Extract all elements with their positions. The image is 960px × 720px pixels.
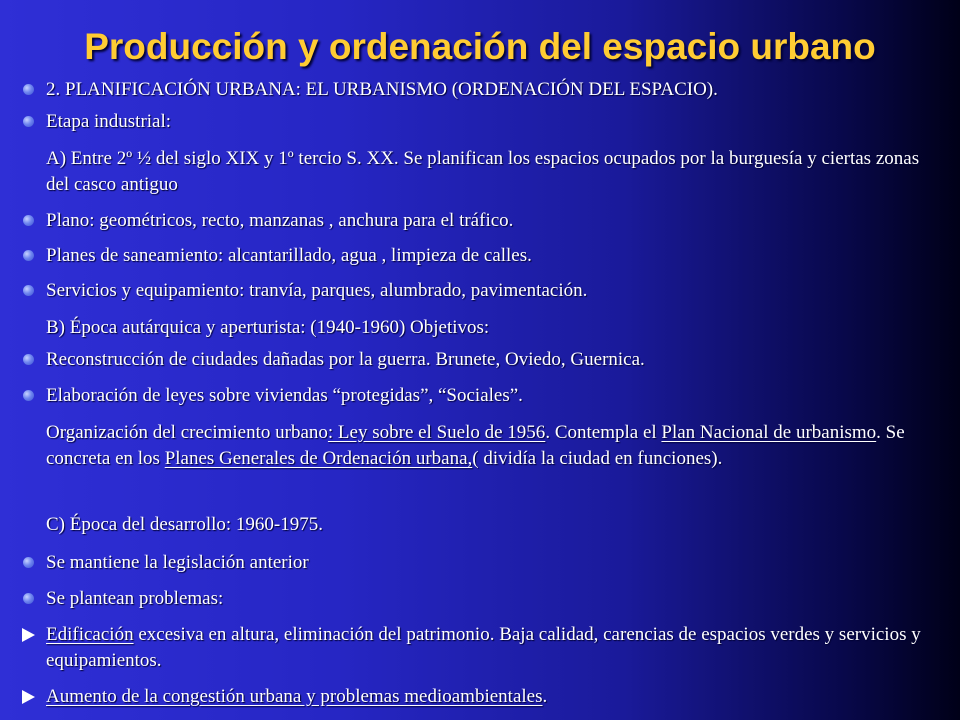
text-congestion-end: . (542, 686, 548, 707)
bullet-icon (23, 116, 34, 127)
item-planificacion: 2. PLANIFICACIÓN URBANA: EL URBANISMO (ORDENACIÓN DEL ESPACIO). (46, 79, 718, 100)
item-legislacion: Se mantiene la legislación anterior (46, 552, 309, 573)
item-congestion (46, 684, 926, 710)
bullet-icon (23, 285, 34, 296)
item-organizacion (46, 420, 926, 472)
item-leyes: Elaboración de leyes sobre viviendas “protegidas”, “Sociales”. (46, 385, 523, 406)
bullet-icon (23, 390, 34, 401)
bullet-icon (23, 593, 34, 604)
item-etapa-a: A) Entre 2º ½ del siglo XIX y 1º tercio S. XX. Se planifican los espacios ocupados por la burguesía y ciertas zonas del casco antiguo (46, 148, 920, 195)
item-saneamiento: Planes de saneamiento: alcantarillado, agua , limpieza de calles. (46, 245, 532, 266)
item-reconstruccion: Reconstrucción de ciudades dañadas por la guerra. Brunete, Oviedo, Guernica. (46, 349, 645, 370)
text-contempla: . Contempla el (545, 422, 662, 443)
bullet-icon (23, 557, 34, 568)
text-ley-suelo: : Ley sobre el Suelo de 1956 (327, 422, 546, 443)
slide-title: Producción y ordenación del espacio urbano (84, 26, 876, 67)
bullet-icon (23, 215, 34, 226)
text-congestion: Aumento de la congestión urbana y problemas medioambientales (46, 686, 543, 707)
item-servicios: Servicios y equipamiento: tranvía, parques, alumbrado, pavimentación. (46, 280, 588, 301)
item-etapa-industrial: Etapa industrial: (46, 111, 172, 132)
item-etapa-c: C) Época del desarrollo: 1960-1975. (46, 514, 324, 535)
bullet-icon (23, 250, 34, 261)
item-plano: Plano: geométricos, recto, manzanas , anchura para el tráfico. (46, 210, 514, 231)
item-etapa-b: B) Época autárquica y aperturista: (1940-1960) Objetivos: (46, 317, 490, 338)
text-edificacion-rest: excesiva en altura, eliminación del patrimonio. Baja calidad, carencias de espacios verdes y servicios y equipamientos. (46, 624, 921, 671)
item-problemas: Se plantean problemas: (46, 588, 224, 609)
text-dividia: ( dividía la ciudad en funciones). (472, 448, 723, 469)
arrow-bullet-icon (22, 690, 35, 704)
text-plan-nacional: Plan Nacional de urbanismo (661, 422, 877, 443)
arrow-bullet-icon (22, 628, 35, 642)
text-edificacion: Edificación (46, 624, 134, 645)
bullet-icon (23, 354, 34, 365)
bullet-icon (23, 84, 34, 95)
item-edificacion (46, 622, 926, 674)
text-concreta: . Se concreta en los (46, 422, 905, 469)
text-organizacion: Organización del crecimiento urbano (46, 422, 328, 443)
text-planes-generales: Planes Generales de Ordenación urbana, (164, 448, 473, 469)
